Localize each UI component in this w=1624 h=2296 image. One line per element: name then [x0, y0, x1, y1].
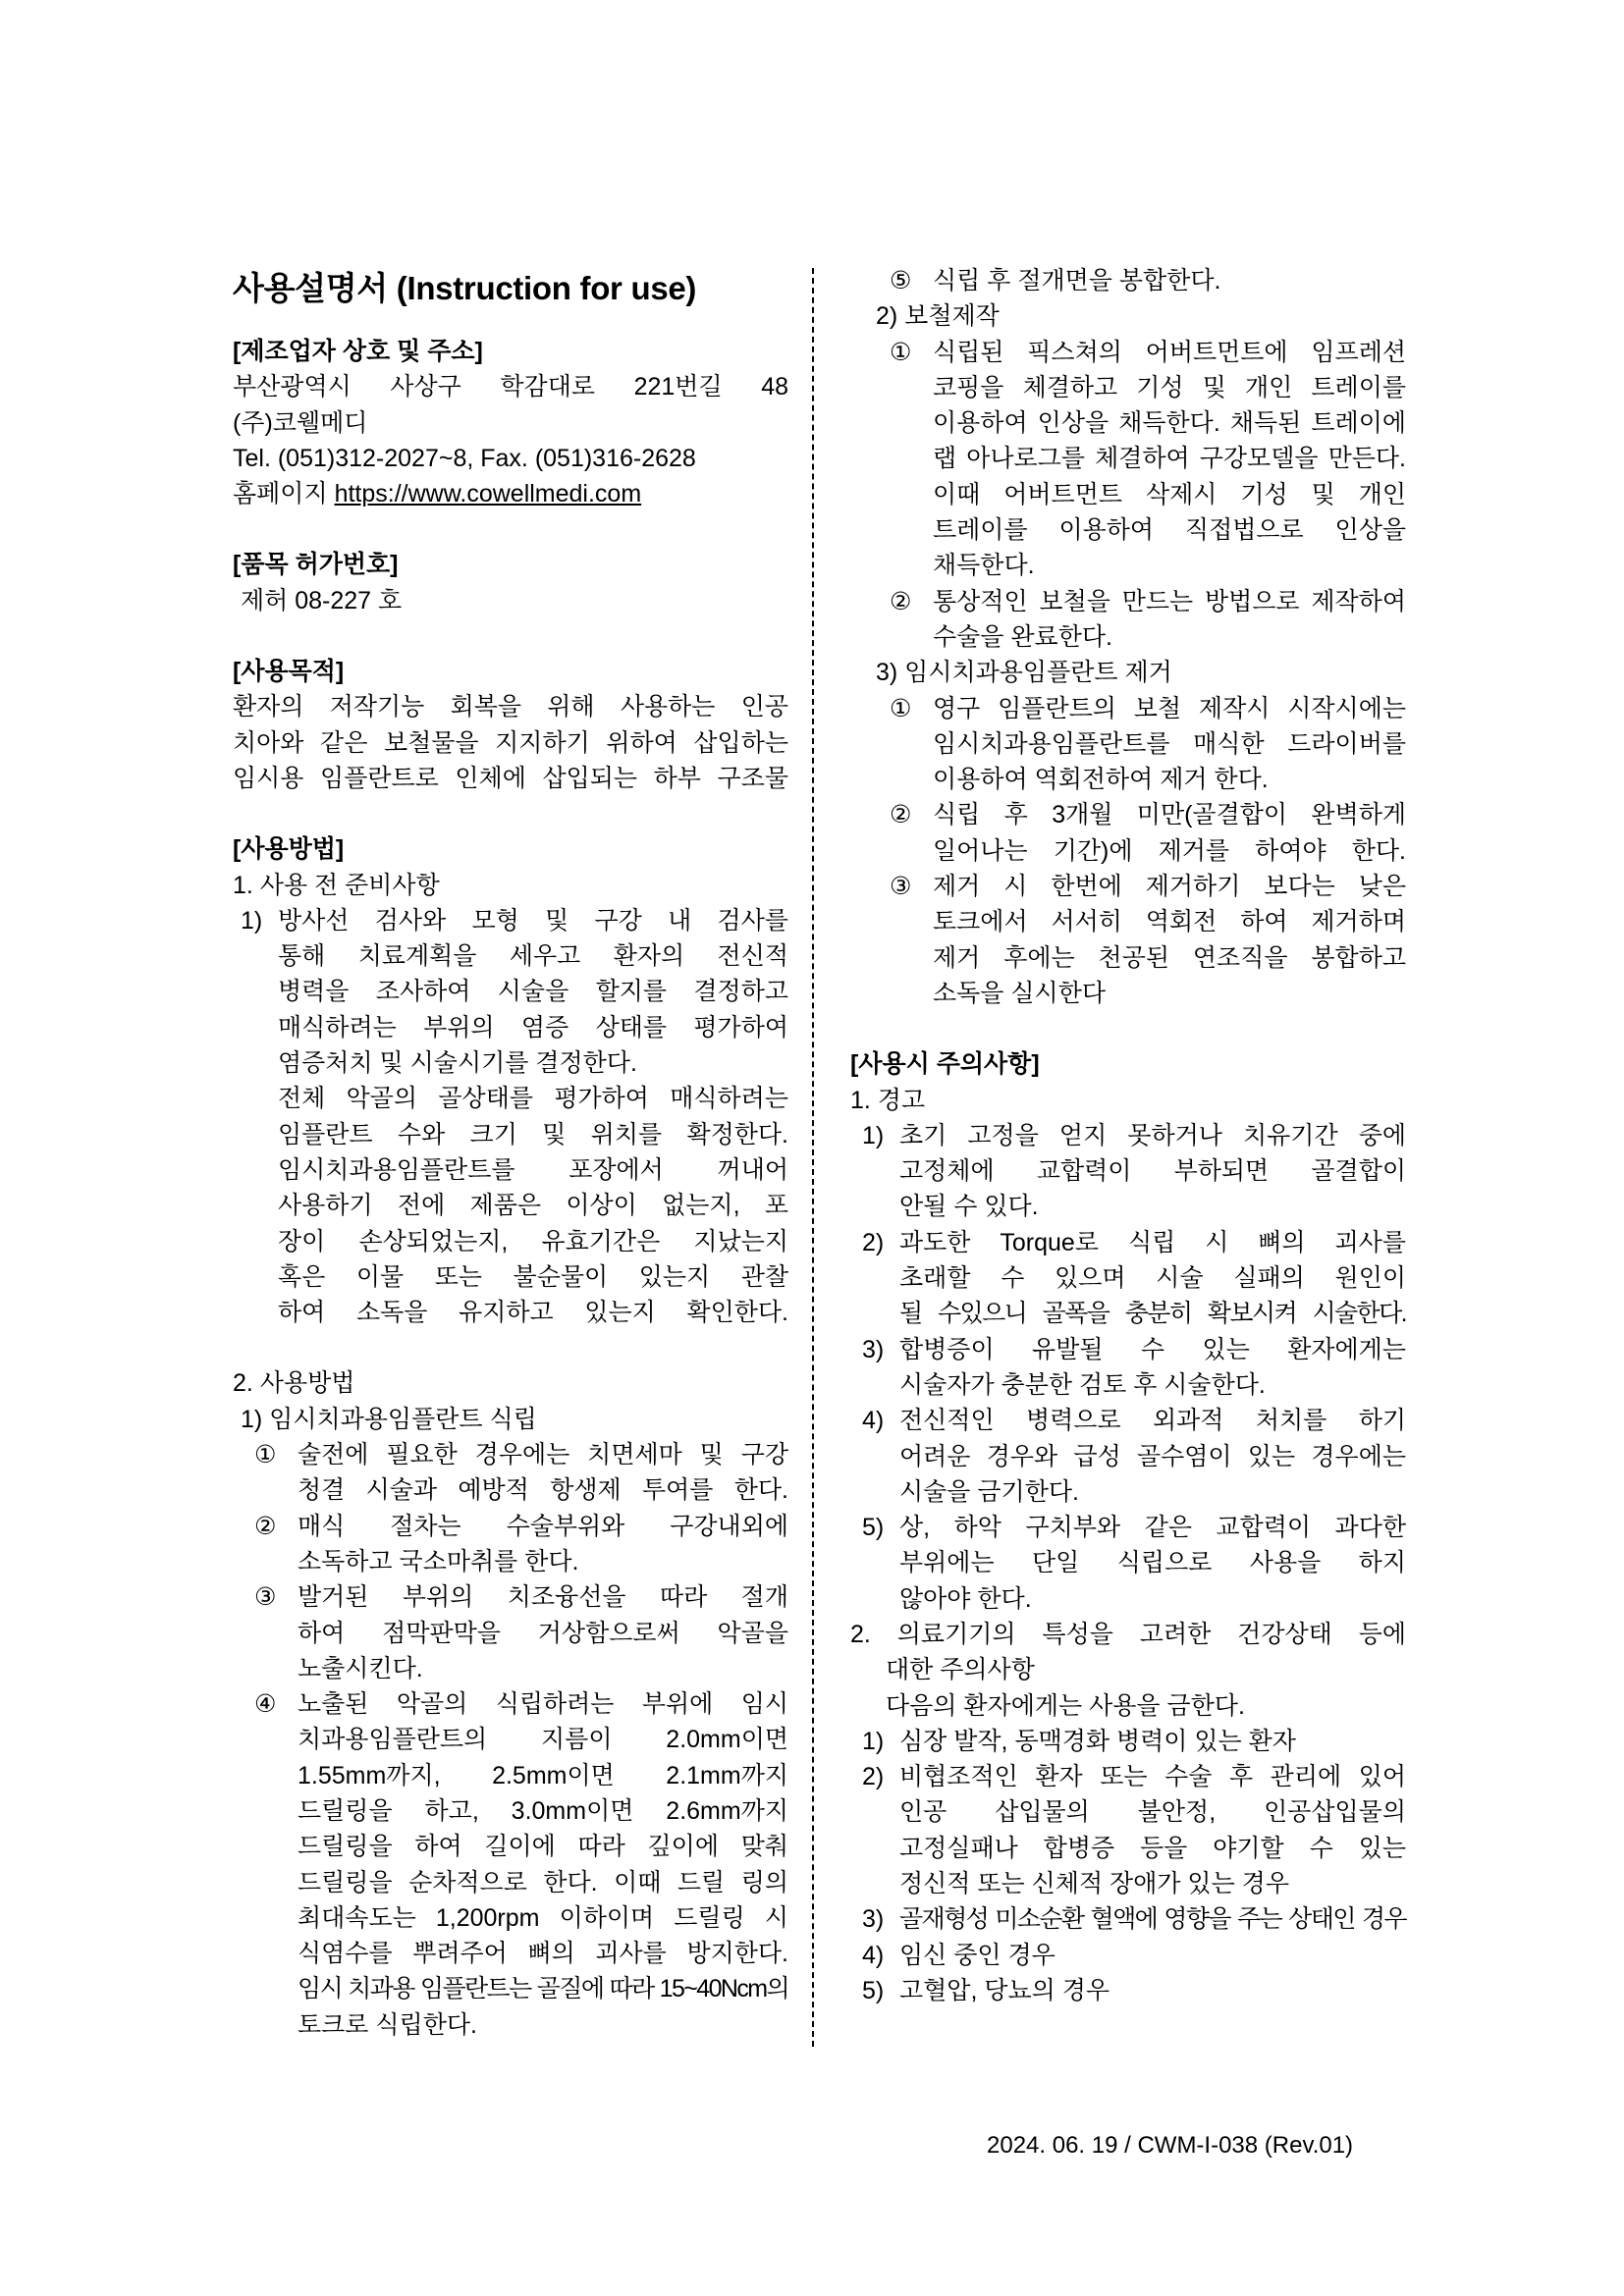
health-item-3	[850, 1901, 1406, 1937]
removal-step-1	[850, 691, 1406, 798]
text-line: 노출시킨다.	[298, 1654, 423, 1682]
text-line: 시술을 금기한다.	[899, 1477, 1079, 1506]
text-line: 혹은 이물 또는 불순물이 있는지 관찰	[278, 1262, 788, 1291]
document-footer: 2024. 06. 19 / CWM-I-038 (Rev.01)	[987, 2132, 1354, 2159]
text-line: 매식 절차는 수술부위와 구강내외에	[298, 1512, 788, 1540]
health-item-4	[850, 1938, 1406, 1973]
step-number: ③	[254, 1583, 277, 1612]
text-line: 소독하고 국소마취를 한다.	[298, 1547, 579, 1575]
purpose-heading: [사용목적]	[233, 658, 345, 686]
text-line: 매식하려는 부위의 염증 상태를 평가하여	[278, 1013, 788, 1041]
text-line: 염증처치 및 시술시기를 결정한다.	[278, 1049, 637, 1078]
removal-title: 3) 임시치과용임플란트 제거	[876, 659, 1172, 687]
item-number: 1)	[241, 906, 263, 934]
text-line: 제거 후에는 천공된 연조직을 봉합하고	[933, 943, 1406, 972]
item-number: 3)	[862, 1905, 885, 1934]
purpose-line: 치아와 같은 보철물을 지지하기 위하여 삽입하는	[233, 728, 788, 757]
text-line: 수술을 완료한다.	[933, 622, 1112, 651]
text-line: 식립 후 3개월 미만(골결합이 완벽하게	[933, 801, 1406, 829]
item-number: 3)	[862, 1335, 885, 1363]
text-line: 어려운 경우와 급성 골수염이 있는 경우에는	[899, 1442, 1406, 1470]
text-line: 고혈압, 당뇨의 경우	[899, 1976, 1110, 2004]
step-number: ⑤	[890, 267, 912, 294]
step-number: ③	[890, 873, 912, 901]
right-column	[850, 263, 1406, 2008]
left-column	[233, 263, 788, 2043]
text-line: 고정실패나 합병증 등을 야기할 수 있는	[899, 1834, 1406, 1862]
text-line: 청결 시술과 예방적 항생제 투여를 한다.	[298, 1476, 788, 1505]
text-line: 소독을 실시한다	[933, 979, 1106, 1007]
text-line: 초래할 수 있으며 시술 실패의 원인이	[899, 1264, 1406, 1293]
removal-step-2	[850, 797, 1406, 869]
item-number: 5)	[862, 1976, 885, 2004]
approval-number: 제허 08-227 호	[241, 586, 403, 614]
health-item-2	[850, 1759, 1406, 1901]
item-number: 4)	[862, 1941, 885, 1969]
text-line: 드릴링을 하여 길이에 따라 깊이에 맞춰	[298, 1833, 788, 1861]
step-number: ①	[890, 694, 912, 722]
health-item-5	[850, 1973, 1406, 2008]
text-line: 술전에 필요한 경우에는 치면세마 및 구강	[298, 1441, 788, 1469]
placement-title: 1) 임시치과용임플란트 식립	[241, 1405, 537, 1433]
text-line: 초기 고정을 얻지 못하거나 치유기간 중에	[899, 1121, 1406, 1149]
step-number: ①	[890, 338, 912, 366]
purpose-line: 임시용 임플란트로 인체에 삽입되는 하부 구조물	[233, 764, 788, 792]
text-line: 식립 후 절개면을 봉합한다.	[933, 267, 1221, 294]
prep-title: 1. 사용 전 준비사항	[233, 871, 440, 899]
step-number: ④	[254, 1690, 277, 1719]
step-number: ②	[890, 587, 912, 615]
text-line: 임시 치과용 임플란트는 골질에 따라 15~40Ncm의	[298, 1975, 788, 2003]
text-line: 1.55mm까지, 2.5mm이면 2.1mm까지	[298, 1761, 788, 1789]
text-line: 채득한다.	[933, 552, 1035, 580]
text-line: 비협조적인 환자 또는 수술 후 관리에 있어	[899, 1763, 1406, 1791]
health-title: 2. 의료기기의 특성을 고려한 건강상태 등에	[850, 1620, 1406, 1648]
manufacturer-address: 부산광역시 사상구 학감대로 221번길 48	[233, 373, 788, 401]
text-line: 임플란트 수와 크기 및 위치를 확정한다.	[278, 1120, 788, 1148]
text-line: 부위에는 단일 식립으로 사용을 하지	[899, 1549, 1406, 1577]
text-line: 심장 발작, 동맥경화 병력이 있는 환자	[899, 1727, 1296, 1755]
prosthesis-step-2	[850, 584, 1406, 656]
placement-step-2	[233, 1509, 788, 1580]
text-line: 하여 점막판막을 거상함으로써 악골을	[298, 1619, 788, 1647]
text-line: 하여 소독을 유지하고 있는지 확인한다.	[278, 1299, 788, 1327]
text-line: 코핑을 체결하고 기성 및 개인 트레이를	[933, 373, 1406, 401]
item-number: 4)	[862, 1407, 885, 1435]
text-line: 치과용임플란트의 지름이 2.0mm이면	[298, 1726, 788, 1754]
text-line: 시술자가 충분한 검토 후 시술한다.	[899, 1370, 1266, 1399]
text-line: 일어나는 기간)에 제거를 하여야 한다.	[933, 836, 1406, 865]
text-line: 방사선 검사와 모형 및 구강 내 검사를	[278, 906, 788, 934]
item-number: 2)	[862, 1228, 885, 1256]
usage-heading: [사용방법]	[233, 835, 345, 864]
text-line: 사용하기 전에 제품은 이상이 없는지, 포	[278, 1192, 788, 1220]
warning-title: 1. 경고	[850, 1086, 926, 1114]
health-title-cont: 대한 주의사항	[886, 1656, 1035, 1684]
text-line: 않아야 한다.	[899, 1584, 1032, 1613]
prosthesis-title: 2) 보철제작	[876, 302, 1000, 331]
text-line: 발거된 부위의 치조융선을 따라 절개	[298, 1583, 788, 1612]
text-line: 드릴링을 하고, 3.0mm이면 2.6mm까지	[298, 1796, 788, 1825]
text-line: 제거 시 한번에 제거하기 보다는 낮은	[933, 873, 1406, 901]
text-line: 될 수있으니 골폭을 충분히 확보시켜 시술한다.	[899, 1300, 1406, 1328]
prosthesis-step-1	[850, 335, 1406, 584]
step-number: ②	[890, 801, 912, 829]
homepage-link[interactable]: https://www.cowellmedi.com	[334, 480, 642, 508]
text-line: 식립된 픽스쳐의 어버트먼트에 임프레션	[933, 338, 1406, 366]
placement-step-3	[233, 1579, 788, 1686]
approval-heading: [품목 허가번호]	[233, 551, 399, 579]
text-line: 노출된 악골의 식립하려는 부위에 임시	[298, 1690, 788, 1719]
health-item-1	[850, 1724, 1406, 1759]
text-line: 병력을 조사하여 시술을 할지를 결정하고	[278, 978, 788, 1006]
health-intro: 다음의 환자에게는 사용을 금한다.	[886, 1691, 1245, 1720]
text-line: 임시치과용임플란트를 포장에서 꺼내어	[278, 1155, 788, 1184]
warning-item-5	[850, 1510, 1406, 1617]
text-line: 이용하여 인상을 채득한다. 채득된 트레이에	[933, 409, 1406, 438]
text-line: 통상적인 보철을 만드는 방법으로 제작하여	[933, 587, 1406, 615]
step-number: ①	[254, 1441, 277, 1469]
method-title: 2. 사용방법	[233, 1369, 355, 1398]
text-line: 식염수를 뿌려주어 뼈의 괴사를 방지한다.	[298, 1940, 788, 1968]
warning-item-4	[850, 1403, 1406, 1510]
purpose-line: 환자의 저작기능 회복을 위해 사용하는 인공	[233, 693, 788, 721]
warning-item-2	[850, 1225, 1406, 1332]
text-line: 최대속도는 1,200rpm 이하이며 드릴링 시	[298, 1903, 788, 1932]
text-line: 임신 중인 경우	[899, 1941, 1056, 1969]
text-line: 랩 아나로그를 체결하여 구강모델을 만든다.	[933, 445, 1406, 473]
step-number: ②	[254, 1512, 277, 1540]
removal-step-3	[850, 869, 1406, 1011]
warning-item-3	[850, 1332, 1406, 1404]
text-line: 정신적 또는 신체적 장애가 있는 경우	[899, 1870, 1289, 1898]
text-line: 드릴링을 순차적으로 한다. 이때 드릴 링의	[298, 1868, 788, 1896]
text-line: 트레이를 이용하여 직접법으로 인상을	[933, 516, 1406, 545]
precautions-heading: [사용시 주의사항]	[850, 1050, 1040, 1079]
text-line: 임시치과용임플란트를 매식한 드라이버를	[933, 729, 1406, 758]
item-number: 2)	[862, 1763, 885, 1791]
placement-step-4	[233, 1686, 788, 2043]
text-line: 토크로 식립한다.	[298, 2010, 477, 2039]
placement-step-1	[233, 1437, 788, 1509]
column-divider	[812, 268, 814, 2047]
text-line: 고정체에 교합력이 부하되면 골결합이	[899, 1157, 1406, 1186]
warning-item-1	[850, 1118, 1406, 1225]
text-line: 합병증이 유발될 수 있는 환자에게는	[899, 1335, 1406, 1363]
manufacturer-company: (주)코웰메디	[233, 408, 368, 437]
text-line: 영구 임플란트의 보철 제작시 시작시에는	[933, 694, 1406, 722]
text-line: 전신적인 병력으로 외과적 처치를 하기	[899, 1407, 1406, 1435]
manufacturer-contact: Tel. (051)312-2027~8, Fax. (051)316-2628	[233, 444, 696, 472]
manufacturer-homepage	[233, 476, 788, 511]
prep-item-1	[233, 903, 788, 1331]
text-line: 전체 악골의 골상태를 평가하여 매식하려는	[278, 1085, 788, 1113]
document-title: 사용설명서 (Instruction for use)	[233, 270, 697, 306]
text-line: 통해 치료계획을 세우고 환자의 전신적	[278, 942, 788, 971]
homepage-label: 홈페이지	[233, 480, 328, 508]
text-line: 장이 손상되었는지, 유효기간은 지났는지	[278, 1227, 788, 1255]
text-line: 이용하여 역회전하여 제거 한다.	[933, 766, 1269, 794]
text-line: 골재형성 미소순환 혈액에 영향을 주는 상태인 경우	[899, 1905, 1406, 1934]
text-line: 토크에서 서서히 역회전 하여 제거하며	[933, 908, 1406, 936]
manufacturer-heading: [제조업자 상호 및 주소]	[233, 338, 483, 365]
text-line: 상, 하악 구치부와 같은 교합력이 과다한	[899, 1514, 1406, 1542]
text-line: 안될 수 있다.	[899, 1193, 1039, 1221]
text-line: 인공 삽입물의 불안정, 인공삽입물의	[899, 1798, 1406, 1827]
item-number: 5)	[862, 1514, 885, 1542]
item-number: 1)	[862, 1121, 885, 1149]
item-number: 1)	[862, 1727, 885, 1755]
text-line: 이때 어버트먼트 삭제시 기성 및 개인	[933, 480, 1406, 508]
placement-step-5	[850, 263, 1406, 298]
text-line: 과도한 Torque로 식립 시 뼈의 괴사를	[899, 1228, 1406, 1256]
